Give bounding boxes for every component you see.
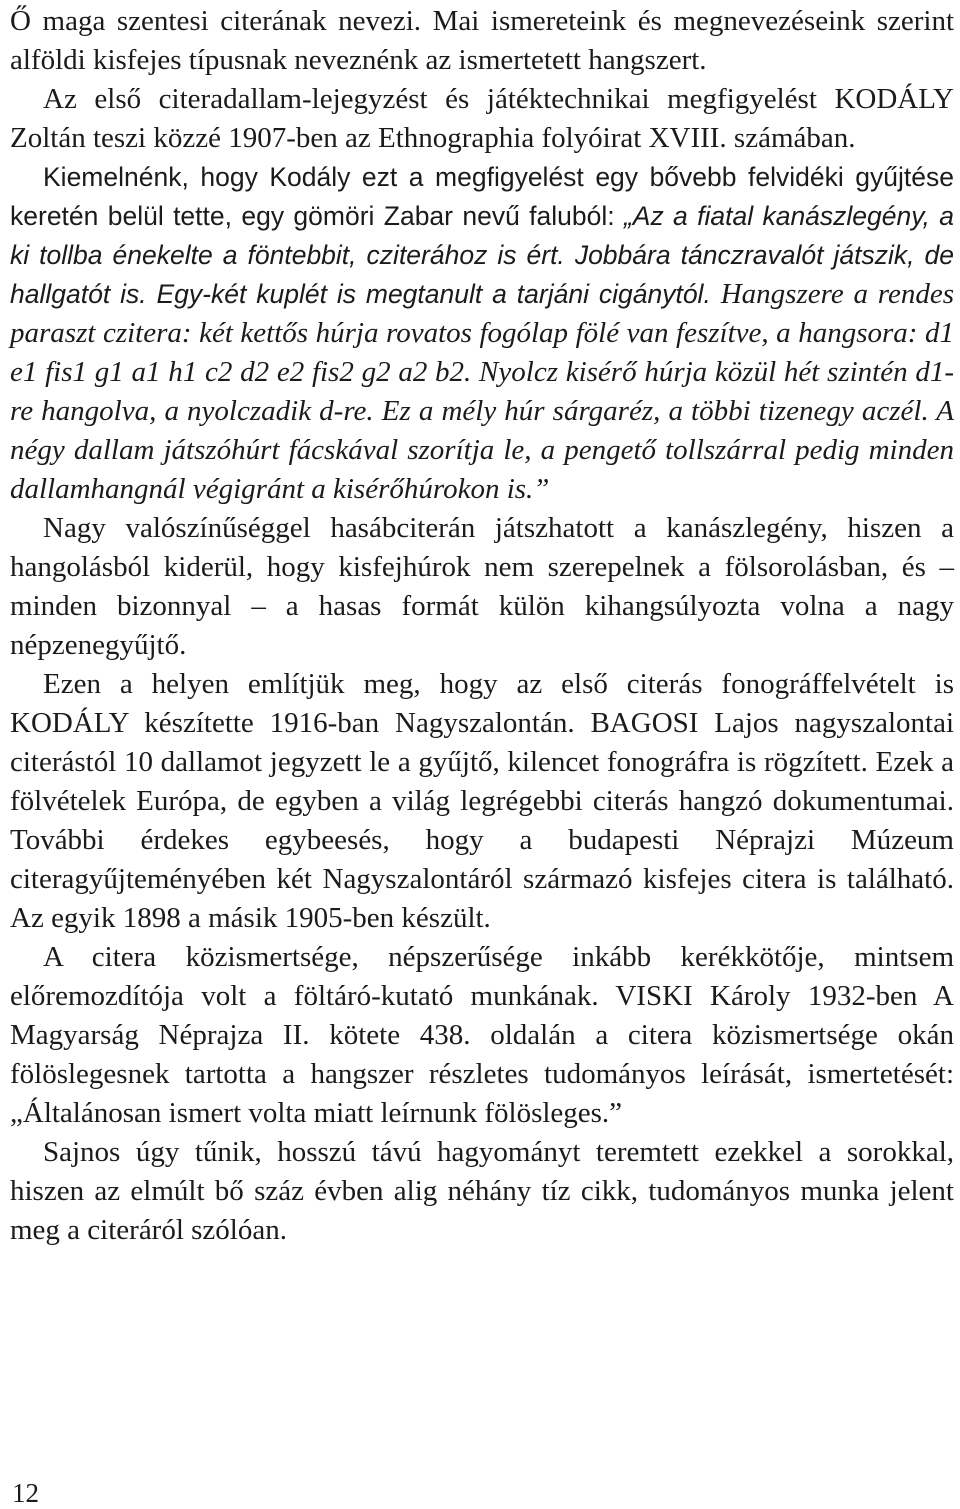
page-number: 12 xyxy=(12,1478,39,1508)
paragraph-4: Nagy valószínűséggel hasábciterán játszhatott a kanászlegény, hiszen a hangolásból kiderül, hogy kisfejhúrok nem szerepelnek a fölsorolásban, és – minden bizonnyal – a hasas formát külön kihangsúlyozta volna a nagy népzenegyűjtő. xyxy=(10,512,954,661)
paragraph-7: Sajnos úgy tűnik, hosszú távú hagyományt teremtett ezekkel a sorokkal, hiszen az elmúlt bő száz évben alig néhány tíz cikk, tudományos munka jelent meg a citeráról szólóan. xyxy=(10,1136,954,1246)
document-page xyxy=(10,2,954,1250)
paragraph-5: Ezen a helyen említjük meg, hogy az első citerás fonográffelvételt is KODÁLY készítette 1916-ban Nagyszalontán. BAGOSI Lajos nagyszalontai citerástól 10 dallamot jegyzett le a gyűjtő, kilencet fonográfra is rögzített. Ezek a fölvételek Európa, de egyben a világ legrégebbi citerás hangzó dokumentumai. További érdekes egybeesés, hogy a budapesti Néprajzi Múzeum citeragyűjteményében két Nagyszalontáról származó kisfejes citera is található. Az egyik 1898 a másik 1905-ben készült. xyxy=(10,668,954,934)
kodaly-quote-part-1: „Az a fiatal kanászlegény, a ki tollba énekelte a föntebbit, cziterához is ért. Jobbára tánczravalót játszik, de hallgatót is. Egy-két kuplét is megtanult a tarjáni cigánytól. xyxy=(10,201,954,309)
paragraph-3-intro: Kiemelnénk, hogy Kodály ezt a megfigyelést egy bővebb felvidéki gyűjtése keretén belül tette, egy gömöri Zabar nevű faluból: xyxy=(10,162,954,231)
paragraph-1: Ő maga szentesi citerának nevezi. Mai ismereteink és megnevezéseink szerint alföldi kisfejes típusnak neveznénk az ismertetett hangszert. xyxy=(10,5,954,76)
paragraph-2: Az első citeradallam-lejegyzést és játéktechnikai megfigyelést KODÁLY Zoltán teszi közzé 1907-ben az Ethnographia folyóirat XVIII. számában. xyxy=(10,83,954,154)
kodaly-quote-part-2: Hangszere a rendes paraszt czitera: két kettős húrja rovatos fogólap fölé van feszítve, a hangsora: d1 e1 fis1 g1 a1 h1 c2 d2 e2 fis2 g2 a2 b2. Nyolcz kisérő húrja közül hét szintén d1-re hangolva, a nyolczadik d-re. Ez a mély húr sárgaréz, a többi tizenegy aczél. A négy dallam játszóhúrt fácskával szorítja le, a pengető tollszárral pedig minden dallamhangnál végigránt a kisérőhúrokon is.” xyxy=(10,278,954,505)
paragraph-6: A citera közismertsége, népszerűsége inkább kerékkötője, mintsem előremozdítója volt a föltáró-kutató munkának. VISKI Károly 1932-ben A Magyarság Néprajza II. kötete 438. oldalán a citera közismertsége okán fölöslegesnek tartotta a hangszer részletes tudományos leírását, ismertetését: „Általánosan ismert volta miatt leírnunk fölösleges.” xyxy=(10,941,954,1129)
paragraph-3 xyxy=(10,158,954,509)
